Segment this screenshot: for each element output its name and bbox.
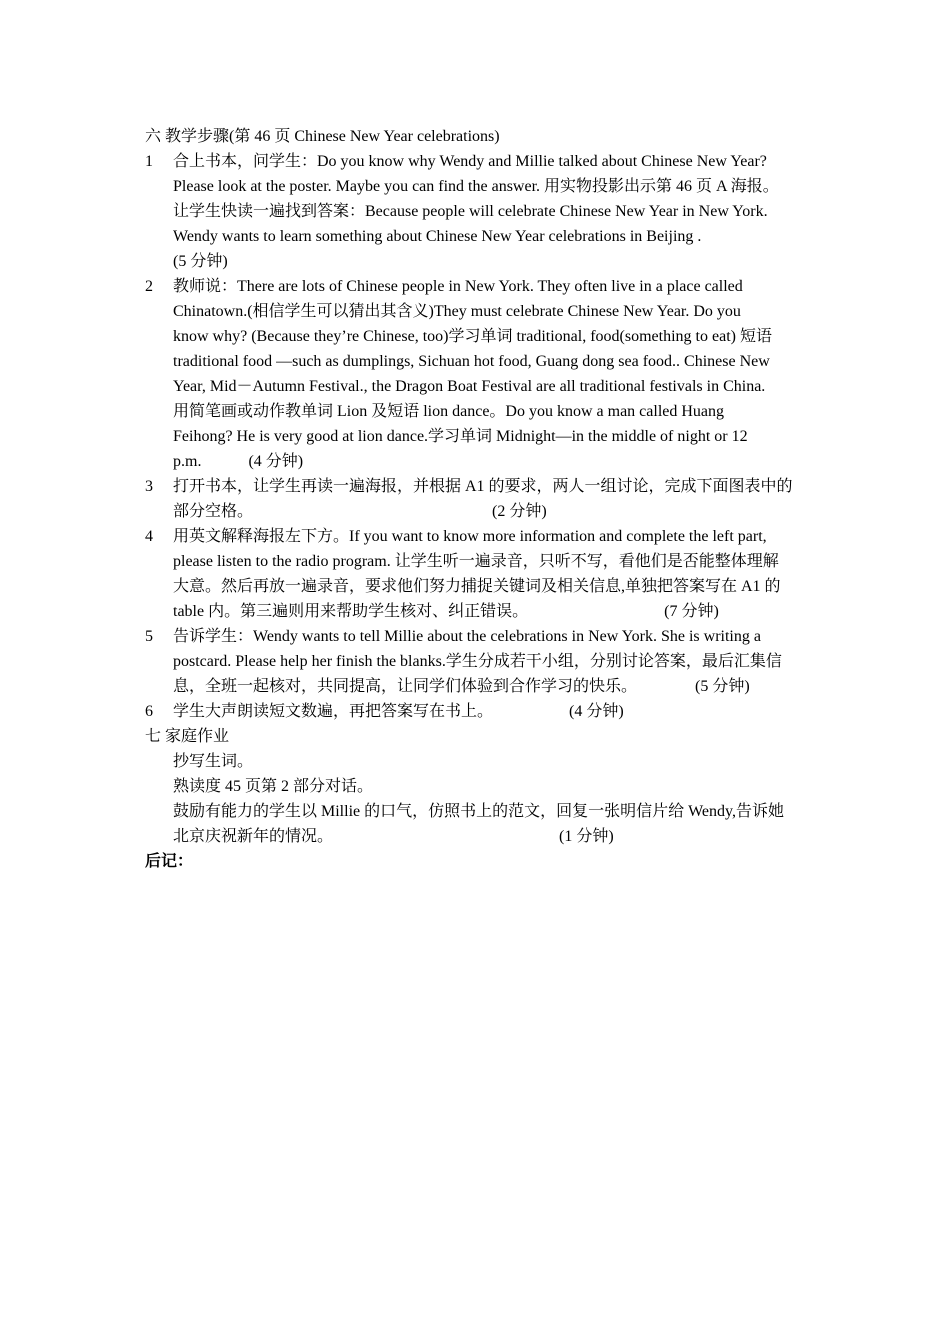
step-time: (4 分钟) xyxy=(248,453,304,470)
step-text-line: postcard. Please help her finish the blanks.学生分成若干小组，分别讨论答案，最后汇集信 xyxy=(173,653,782,670)
step-text-line: Wendy wants to learn something about Chinese New Year celebrations in Beijing . xyxy=(173,228,702,245)
homework-item: 抄写生词。 xyxy=(173,753,254,770)
step-text-line: 告诉学生：Wendy wants to tell Millie about the celebrations in New York. She is writing a xyxy=(173,628,761,645)
homework-item: 鼓励有能力的学生以 Millie 的口气，仿照书上的范文，回复一张明信片给 Wendy,告诉她 xyxy=(173,803,784,820)
step-number: 2 xyxy=(145,278,153,295)
step-text-line xyxy=(173,699,815,724)
step-text-line: Year, Mid－Autumn Festival., the Dragon Boat Festival are all traditional festivals in China. xyxy=(173,378,766,395)
homework-list xyxy=(145,749,815,849)
step-text-line: Chinatown.(相信学生可以猜出其含义)They must celebrate Chinese New Year. Do you xyxy=(173,303,741,320)
step-4 xyxy=(145,524,815,624)
step-time: (7 分钟) xyxy=(664,603,719,620)
step-text: 部分空格。 xyxy=(173,503,254,520)
step-5 xyxy=(145,624,815,699)
step-text-line xyxy=(173,449,815,474)
step-time: (5 分钟) xyxy=(173,253,228,270)
step-text-line: 让学生快读一遍找到答案：Because people will celebrate Chinese New Year in New York. xyxy=(173,203,768,220)
afterword-label: 后记： xyxy=(145,853,194,870)
step-text-line: Please look at the poster. Maybe you can find the answer. 用实物投影出示第 46 页 A 海报。 xyxy=(173,178,779,195)
step-text-line: 用英文解释海报左下方。If you want to know more information and complete the left part, xyxy=(173,528,767,545)
step-number: 4 xyxy=(145,528,153,545)
step-text-line: traditional food —such as dumplings, Sichuan hot food, Guang dong sea food.. Chinese New xyxy=(173,353,770,370)
lesson-plan-page xyxy=(145,124,815,874)
step-text-line: please listen to the radio program. 让学生听一遍录音，只听不写，看他们是否能整体理解 xyxy=(173,553,779,570)
step-time: (5 分钟) xyxy=(695,678,750,695)
step-3 xyxy=(145,474,815,524)
step-text-line xyxy=(173,499,815,524)
homework-text: 北京庆祝新年的情况。 xyxy=(173,828,334,845)
step-text: 学生大声朗读短文数遍，再把答案写在书上。 xyxy=(173,703,494,720)
step-6 xyxy=(145,699,815,724)
step-time: (2 分钟) xyxy=(492,503,547,520)
step-text: 息，全班一起核对，共同提高，让同学们体验到合作学习的快乐。 xyxy=(173,678,638,695)
homework-time: (1 分钟) xyxy=(559,828,614,845)
homework-item xyxy=(173,824,815,849)
step-text: p.m. xyxy=(173,453,202,470)
step-text-line xyxy=(173,674,815,699)
step-text-line: Feihong? He is very good at lion dance.学习单词 Midnight—in the middle of night or 12 xyxy=(173,428,748,445)
step-number: 1 xyxy=(145,153,153,170)
step-2 xyxy=(145,274,815,474)
step-number: 6 xyxy=(145,703,153,720)
step-number: 5 xyxy=(145,628,153,645)
step-number: 3 xyxy=(145,478,153,495)
step-text-line: 打开书本，让学生再读一遍海报，并根据 A1 的要求，两人一组讨论，完成下面图表中的 xyxy=(173,478,793,495)
step-text-line: 合上书本，问学生：Do you know why Wendy and Millie talked about Chinese New Year? xyxy=(173,153,767,170)
step-1 xyxy=(145,149,815,274)
step-text-line: 教师说：There are lots of Chinese people in New York. They often live in a place called xyxy=(173,278,743,295)
step-text-line: 大意。然后再放一遍录音，要求他们努力捕捉关键词及相关信息,单独把答案写在 A1 的 xyxy=(173,578,781,595)
homework-item: 熟读度 45 页第 2 部分对话。 xyxy=(173,778,374,795)
section-6-heading: 六 教学步骤(第 46 页 Chinese New Year celebrations) xyxy=(145,128,500,145)
step-text: table 内。第三遍则用来帮助学生核对、纠正错误。 xyxy=(173,603,529,620)
section-7-heading: 七 家庭作业 xyxy=(145,728,230,745)
step-text-line: 用简笔画或动作教单词 Lion 及短语 lion dance。Do you know a man called Huang xyxy=(173,403,725,420)
step-text-line xyxy=(173,599,815,624)
step-time: (4 分钟) xyxy=(569,703,624,720)
step-text-line: know why? (Because they’re Chinese, too)学习单词 traditional, food(something to eat) 短语 xyxy=(173,328,772,345)
